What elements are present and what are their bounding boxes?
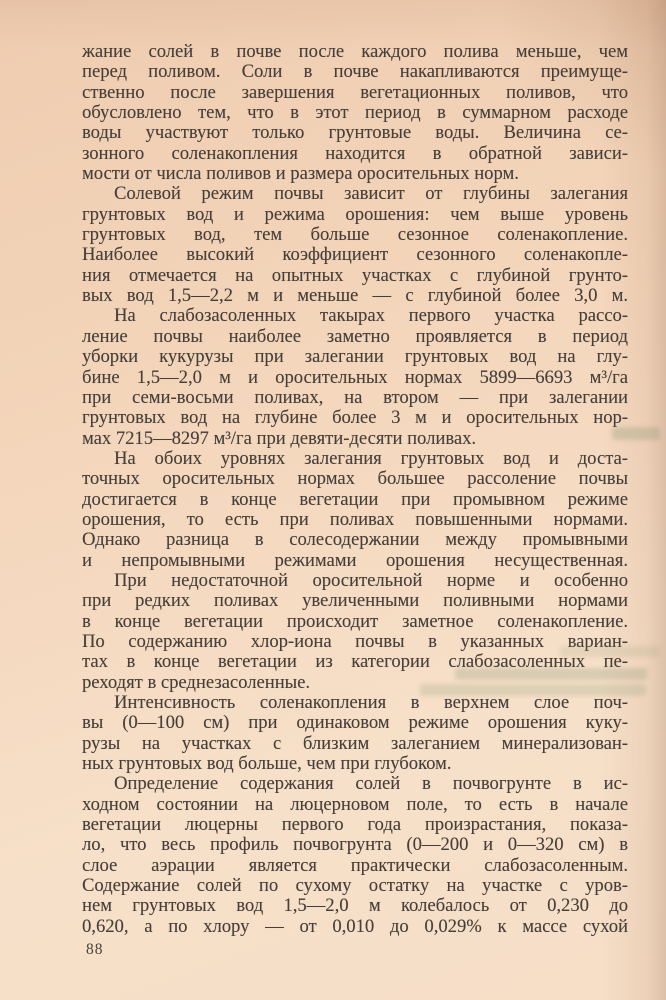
text-line: уборки кукурузы при залегании грунтовых вод на глу- (82, 347, 628, 368)
text-line: при редких поливах увеличенными поливными нормами (82, 591, 628, 612)
text-line: грунтовых вод и режима орошения: чем выше уровень (82, 204, 628, 225)
text-line: По содержанию хлор-иона почвы в указанных вариан- (82, 631, 628, 652)
text-line: мах 7215—8297 м³/га при девяти-десяти поливах. (82, 428, 477, 449)
text-line: тах в конце вегетации из категории слабозасоленных пе- (82, 652, 628, 673)
paragraph (82, 571, 628, 693)
text-line: Однако разница в солесодержании между промывными (82, 530, 628, 551)
text-line: воды участвуют только грунтовые воды. Величина се- (82, 123, 628, 144)
paragraph (82, 184, 628, 306)
text-line: ственно после завершения вегетационных поливов, что (82, 82, 628, 103)
paragraph (82, 774, 628, 937)
text-line: достигается в конце вегетации при промывном режиме (82, 489, 628, 510)
text-line: орошения, то есть при поливах повышенными нормами. (82, 509, 628, 530)
text-line: Интенсивность соленакопления в верхнем слое поч- (114, 693, 628, 713)
paragraph (82, 306, 628, 448)
text-line: ло, что весь профиль почвогрунта (0—200 и 0—320 см) в (82, 835, 628, 856)
text-line: вых вод 1,5—2,2 м и меньше — с глубиной более 3,0 м. (82, 286, 628, 307)
text-line: в конце вегетации происходит заметное соленакопление. (82, 611, 628, 632)
text-line: При недостаточной оросительной норме и особенно (114, 570, 628, 591)
text-line: ление почвы наиболее заметно проявляется в период (82, 326, 628, 347)
text-line: жание солей в почве после каждого полива меньше, чем (82, 42, 628, 62)
text-line: Наиболее высокий коэффициент сезонного соленакопле- (82, 245, 628, 266)
text-line: 0,620, а по хлору — от 0,010 до 0,029% к массе сухой (82, 916, 628, 937)
text-line: ных грунтовых вод больше, чем при глубоком. (82, 754, 452, 775)
text-line: ния отмечается на опытных участках с глубиной грунто- (82, 265, 628, 286)
page-number: 88 (86, 941, 104, 958)
text-block (82, 42, 628, 937)
paragraph (82, 42, 628, 184)
text-line: На обоих уровнях залегания грунтовых вод и доста- (114, 448, 628, 469)
text-line: слое аэрации является практически слабозасоленным. (82, 855, 628, 876)
text-line: и непромывными режимами орошения несущественная. (82, 550, 628, 571)
text-line: перед поливом. Соли в почве накапливаются преимуще- (82, 62, 628, 83)
text-line: нем грунтовых вод 1,5—2,0 м колебалось от 0,230 до (82, 896, 628, 917)
text-line: бине 1,5—2,0 м и оросительных нормах 5899—6693 м³/га (82, 367, 628, 388)
text-line: обусловлено тем, что в этот период в суммарном расходе (82, 103, 628, 124)
text-line: Содержание солей по сухому остатку на участке с уров- (82, 876, 628, 897)
text-line: На слабозасоленных такырах первого участка рассо- (114, 306, 628, 327)
text-line: мости от числа поливов и размера оросительных норм. (82, 164, 519, 185)
text-line: точных оросительных нормах большее рассоление почвы (82, 469, 628, 490)
text-line: вы (0—100 см) при одинаковом режиме орошения куку- (82, 713, 628, 734)
text-line: реходят в среднезасоленные. (82, 672, 311, 693)
text-line: Солевой режим почвы зависит от глубины залегания (114, 184, 628, 205)
paragraph (82, 693, 628, 774)
text-line: грунтовых вод на глубине более 3 м и оросительных нор- (82, 408, 628, 429)
text-line: ходном состоянии на люцерновом поле, то есть в начале (82, 794, 628, 815)
text-line: зонного соленакопления находится в обратной зависи- (82, 143, 628, 164)
text-line: вегетации люцерны первого года произрастания, показа- (82, 815, 628, 836)
text-line: Определение содержания солей в почвогрунте в ис- (114, 774, 628, 795)
text-line: грунтовых вод, тем больше сезонное соленакопление. (82, 225, 628, 246)
text-line: при семи-восьми поливах, на втором — при залегании (82, 387, 628, 408)
text-line: рузы на участках с близким залеганием минерализован- (82, 733, 628, 754)
paragraph (82, 449, 628, 571)
